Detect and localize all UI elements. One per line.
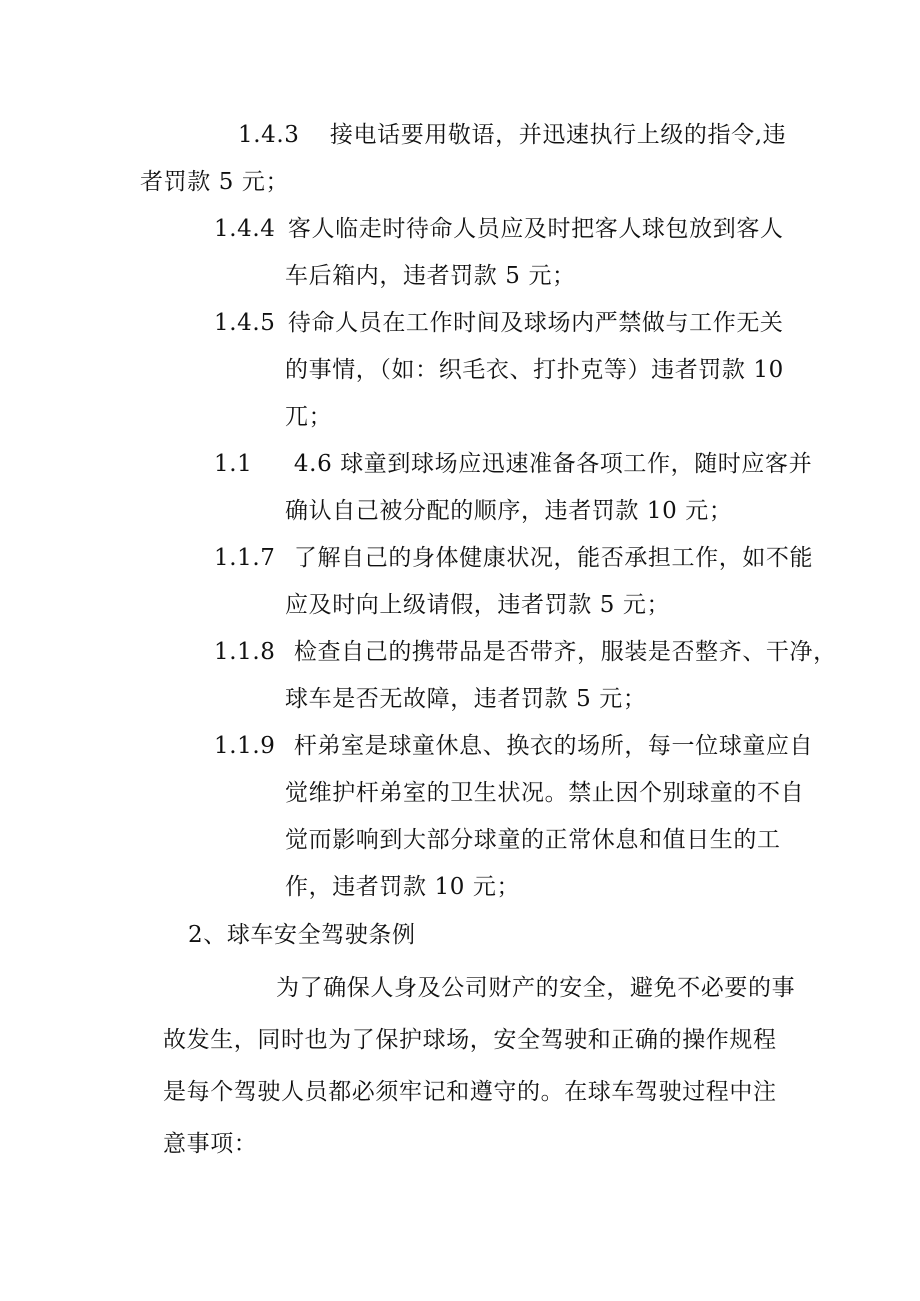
item-text: 待命人员在工作时间及球场内严禁做与工作无关 <box>287 310 784 336</box>
item-1-4-4-line-1 <box>214 215 784 243</box>
item-number: 1.1.9 <box>214 733 276 759</box>
item-text: 的事情，（如：织毛衣、打扑克等）违者罚款 10 <box>285 357 784 383</box>
item-number: 1.4.4 <box>214 216 276 242</box>
item-text: 接电话要用敬语，并迅速执行上级的指令,违 <box>329 122 787 148</box>
item-text: 4.6 球童到球场应迅速准备各项工作，随时应客并 <box>293 451 813 477</box>
item-1-1-9-line-3 <box>285 826 781 854</box>
item-text: 觉维护杆弟室的卫生状况。禁止因个别球童的不自 <box>285 780 805 806</box>
item-number: 1.1.7 <box>214 545 276 571</box>
item-1-4-5-line-3 <box>285 403 332 431</box>
item-number: 1.4.5 <box>214 310 276 336</box>
item-text: 球车是否无故障，违者罚款 5 元； <box>285 686 647 712</box>
item-text: 者罚款 5 元； <box>140 169 290 195</box>
item-1-4-5-line-2 <box>285 356 784 384</box>
item-1-1-9-line-2 <box>285 779 804 807</box>
item-text: 确认自己被分配的顺序，违者罚款 10 元； <box>285 498 733 524</box>
item-1-1-7-line-1 <box>214 544 813 572</box>
item-1-1-8-line-1 <box>214 638 837 666</box>
item-text: 兀； <box>285 404 333 430</box>
item-1-4-3-line-2 <box>140 168 289 196</box>
item-1-1-9-line-1 <box>214 732 813 760</box>
section-heading: 2、球车安全驾驶条例 <box>188 922 416 948</box>
item-1-1-8-line-2 <box>285 685 646 713</box>
paragraph-line-4: 意事项： <box>163 1131 258 1157</box>
paragraph-line-3: 是每个驾驶人员都必须牢记和遵守的。在球车驾驶过程中注 <box>163 1079 777 1105</box>
item-1-1-4-6-line-1 <box>214 450 812 478</box>
item-number: 1.1.8 <box>214 639 276 665</box>
item-1-1-4-6-line-2 <box>285 497 733 525</box>
item-text: 了解自己的身体健康状况，能否承担工作，如不能 <box>293 545 814 571</box>
item-1-1-7-line-2 <box>285 591 670 619</box>
item-number: 1.1 <box>214 451 253 477</box>
item-text: 车后箱内，违者罚款 5 元； <box>285 263 576 289</box>
item-text: 应及时向上级请假，违者罚款 5 元； <box>285 592 671 618</box>
item-1-4-3-line-1 <box>238 121 786 149</box>
paragraph-line-1: 为了确保人身及公司财产的安全，避免不必要的事 <box>276 975 796 1001</box>
item-number: 1.4.3 <box>238 122 300 148</box>
item-text: 觉而影响到大部分球童的正常休息和值日生的工 <box>285 827 781 853</box>
item-text: 客人临走时待命人员应及时把客人球包放到客人 <box>287 216 784 242</box>
item-1-4-5-line-1 <box>214 309 784 337</box>
item-1-1-9-line-4 <box>285 873 520 901</box>
item-1-4-4-line-2 <box>285 262 576 290</box>
item-text: 杆弟室是球童休息、换衣的场所，每一位球童应自 <box>293 733 814 759</box>
item-text: 作，违者罚款 10 元； <box>285 874 521 900</box>
item-text: 检查自己的携带品是否带齐，服装是否整齐、干净， <box>293 639 837 665</box>
paragraph-line-2: 故发生，同时也为了保护球场，安全驾驶和正确的操作规程 <box>163 1027 777 1053</box>
